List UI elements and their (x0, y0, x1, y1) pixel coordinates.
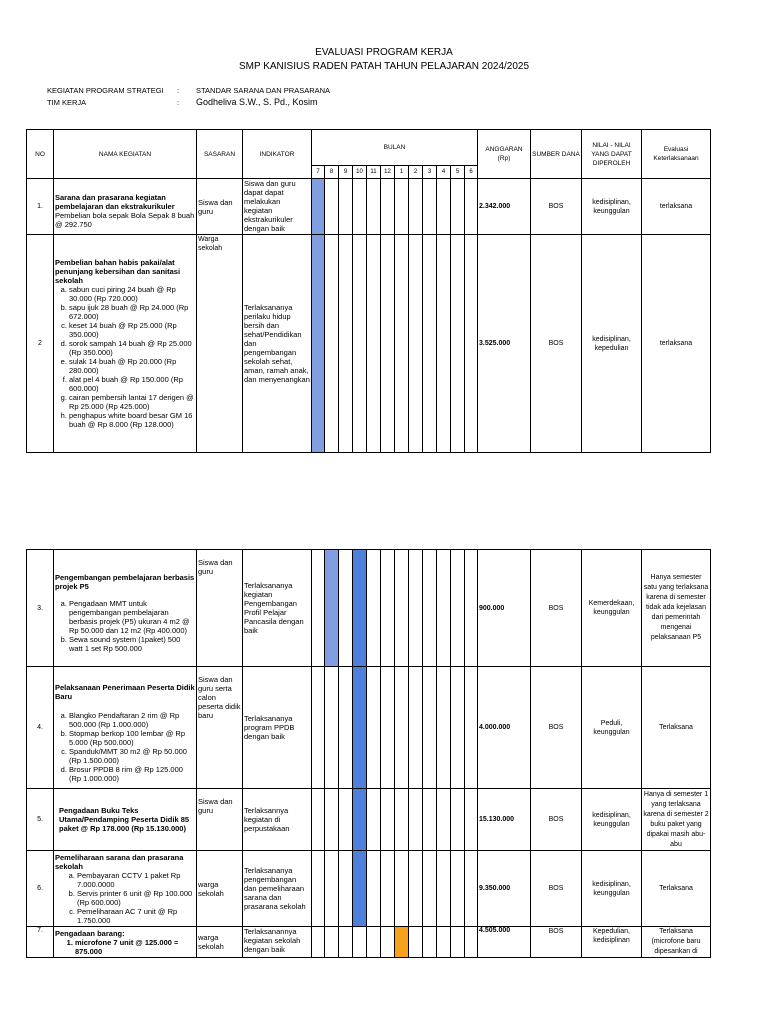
kegiatan-heading: Pengadaan Buku Teks Utama/Pendamping Peserta Didik 85 paket @ Rp 178.000 (Rp 15.130.000) (59, 806, 190, 833)
table-row (27, 927, 711, 958)
document-title-line2: SMP KANISIUS RADEN PATAH TAHUN PELAJARAN 2024/2025 (238, 61, 530, 72)
sumber-cell: BOS (531, 789, 582, 851)
tim-colon: : (177, 98, 180, 107)
month-bar-filled (353, 667, 367, 789)
kegiatan-label: KEGIATAN PROGRAM STRATEGI (47, 86, 164, 95)
kegiatan-cell (54, 927, 197, 958)
row-number: 7. (27, 927, 54, 958)
indikator-cell: Siswa dan guru dapat dapat melakukan kegiatan ekstrakurikuler dengan baik (243, 179, 312, 235)
sumber-cell: BOS (531, 550, 582, 667)
month-bar-filled (353, 550, 367, 667)
row-number: 4. (27, 667, 54, 789)
kegiatan-heading: Pengembangan pembelajaran berbasis projek P5 (55, 572, 195, 591)
kegiatan-cell (54, 667, 197, 789)
nilai-cell: kedisiplinan, keunggulan (582, 179, 642, 235)
kegiatan-heading: Pembelian bahan habis pakai/alat penunjang kebersihan dan sanitasi sekolah (55, 258, 181, 285)
col-header-sumber: SUMBER DANA (531, 130, 582, 179)
month-bar-filled (353, 789, 367, 851)
col-header-anggaran: ANGGARAN (Rp) (478, 130, 531, 179)
kegiatan-heading: Pelaksanaan Penerimaan Peserta Didik Baru (55, 682, 195, 701)
evaluasi-cell: Hanya semester satu yang terlaksana karena di semester tidak ada kejelasan dari pemerintah mengenai pelaksanaan P5 (642, 550, 711, 667)
sasaran-cell: Warga sekolah (197, 235, 243, 453)
list-item: a. Pengadaan MMT untuk pengembangan pembelajaran berbasis projek (P5) ukuran 4 m2 @ Rp 50.000 dan 12 m2 (Rp 400.000) (69, 599, 195, 635)
list-item: a. sabun cuci piring 24 buah @ Rp 30.000 (Rp 720.000) (69, 285, 195, 303)
kegiatan-body: Pembelian bola sepak Bola Sepak 8 buah @ 292.750 (55, 210, 195, 229)
nilai-cell: kedisiplinan, keunggulan (582, 789, 642, 851)
indikator-cell: Terlaksananya kegiatan Pengembangan Profil Pelajar Pancasila dengan baik (243, 550, 312, 667)
kegiatan-cell (54, 851, 197, 927)
list-item: 1. microfone 7 unit @ 125.000 = 875.000 (75, 938, 195, 956)
list-item: b. Stopmap berkop 100 lembar @ Rp 5.000 (Rp 500.000) (69, 729, 195, 747)
sumber-cell: BOS (531, 851, 582, 927)
evaluasi-cell: Terlaksana (642, 851, 711, 927)
anggaran-cell: 4.505.000 (478, 927, 531, 958)
list-item: e. sulak 14 buah @ Rp 20.000 (Rp 280.000) (69, 357, 195, 375)
sumber-cell: BOS (531, 235, 582, 453)
indikator-cell: Terlaksananya pengembangan dan pemeliharaan sarana dan prasarana sekolah (243, 851, 312, 927)
kegiatan-colon: : (177, 86, 180, 95)
program-table-part2 (26, 549, 711, 958)
nilai-cell: Peduli, keunggulan (582, 667, 642, 789)
month-bar-filled (353, 851, 367, 927)
anggaran-cell: 900.000 (478, 550, 531, 667)
table-row (27, 667, 711, 789)
month-header: 4 (437, 166, 451, 179)
col-header-evaluasi: Evaluasi Keterlaksanaan (642, 130, 711, 179)
month-header: 1 (395, 166, 409, 179)
sasaran-cell: Siswa dan guru (197, 179, 243, 235)
nilai-cell: kedisiplinan, keunggulan (582, 851, 642, 927)
list-item: a. Pembayaran CCTV 1 paket Rp 7.000.0000 (77, 871, 195, 889)
table-row (27, 235, 711, 453)
evaluasi-cell: Terlaksana (microfone baru dipesankan di (642, 927, 711, 958)
kegiatan-cell (54, 179, 197, 235)
tim-value: Godheliva S.W., S. Pd., Kosim (196, 97, 318, 107)
list-item: c. Pemeliharaan AC 7 unit @ Rp 1.750.000 (77, 907, 195, 925)
list-item: b. Servis printer 6 unit @ Rp 100.000 (Rp 600.000) (77, 889, 195, 907)
nilai-cell: Kemerdekaan, keunggulan (582, 550, 642, 667)
row-number: 1. (27, 179, 54, 235)
sasaran-cell: Siswa dan guru (197, 550, 243, 667)
indikator-cell: Terlaksannya kegiatan di perpustakaan (243, 789, 312, 851)
list-item: h. penghapus white board besar GM 16 buah @ Rp 8.000 (Rp 128.000) (69, 411, 195, 429)
program-table-part1 (26, 129, 711, 453)
row-number: 6. (27, 851, 54, 927)
month-header: 2 (409, 166, 423, 179)
indikator-cell: Terlaksananya program PPDB dengan baik (243, 667, 312, 789)
month-header: 12 (381, 166, 395, 179)
row-number: 2 (27, 235, 54, 453)
col-header-nilai: NILAI - NILAI YANG DAPAT DIPEROLEH (582, 130, 642, 179)
month-header: 7 (312, 166, 325, 179)
document-title-line1: EVALUASI PROGRAM KERJA (315, 47, 453, 58)
row-number: 5. (27, 789, 54, 851)
kegiatan-item-list (55, 871, 195, 925)
kegiatan-heading: Pengadaan barang: (55, 928, 125, 938)
anggaran-cell: 3.525.000 (478, 235, 531, 453)
col-header-bulan: BULAN (312, 130, 478, 166)
row-number: 3. (27, 550, 54, 667)
evaluasi-cell: terlaksana (642, 179, 711, 235)
kegiatan-heading: Sarana dan prasarana kegiatan pembelajaran dan ekstrakurikuler (55, 192, 175, 211)
evaluasi-cell: Hanya di semester 1 yang terlaksana karena di semester 2 buku paket yang dipakai masih abu-abu (642, 789, 711, 851)
sumber-cell: BOS (531, 179, 582, 235)
col-header-sasaran: SASARAN (197, 130, 243, 179)
evaluasi-cell: Terlaksana (642, 667, 711, 789)
table-row (27, 851, 711, 927)
table-row (27, 789, 711, 851)
kegiatan-cell (54, 235, 197, 453)
nilai-cell: kedisiplinan, kepedulian (582, 235, 642, 453)
month-bar-filled (312, 179, 325, 235)
sasaran-cell: warga sekolah (197, 927, 243, 958)
sasaran-cell: warga sekolah (197, 851, 243, 927)
month-header: 10 (353, 166, 367, 179)
evaluasi-cell: terlaksana (642, 235, 711, 453)
table-row (27, 179, 711, 235)
col-header-no: NO (27, 130, 54, 179)
anggaran-cell: 9.350.000 (478, 851, 531, 927)
anggaran-cell: 4.000.000 (478, 667, 531, 789)
kegiatan-cell (54, 550, 197, 667)
list-item: c. Spanduk/MMT 30 m2 @ Rp 50.000 (Rp 1.500.000) (69, 747, 195, 765)
col-header-nama: NAMA KEGIATAN (54, 130, 197, 179)
list-item: a. Blangko Pendaftaran 2 rim @ Rp 500.000 (Rp 1.000.000) (69, 711, 195, 729)
kegiatan-item-list (55, 938, 195, 956)
kegiatan-item-list (55, 711, 195, 783)
month-header: 11 (367, 166, 381, 179)
anggaran-cell: 2.342.000 (478, 179, 531, 235)
list-item: d. Brosur PPDB 8 rim @ Rp 125.000 (Rp 1.000.000) (69, 765, 195, 783)
list-item: f. alat pel 4 buah @ Rp 150.000 (Rp 600.000) (69, 375, 195, 393)
month-bar-filled (312, 235, 325, 453)
month-bar-filled (395, 927, 409, 958)
kegiatan-heading: Pemeliharaan sarana dan prasarana sekolah (55, 852, 184, 871)
tim-label: TIM KERJA (47, 98, 87, 107)
month-header: 3 (423, 166, 437, 179)
sumber-cell: BOS (531, 927, 582, 958)
list-item: g. cairan pembersih lantai 17 derigen @ Rp 25.000 (Rp 425.000) (69, 393, 195, 411)
month-header: 6 (465, 166, 478, 179)
month-header: 5 (451, 166, 465, 179)
anggaran-cell: 15.130.000 (478, 789, 531, 851)
indikator-cell: Terlaksananya perilaku hidup bersih dan sehat/Pendidikan dan pengembangan sekolah sehat, aman, ramah anak, dan menyenangkan (243, 235, 312, 453)
sasaran-cell: Siswa dan guru serta calon peserta didik baru (197, 667, 243, 789)
nilai-cell: Kepedulian, kedisiplinan (582, 927, 642, 958)
indikator-cell: Terlaksanannya kegiatan sekolah dengan baik (243, 927, 312, 958)
table-row (27, 550, 711, 667)
sasaran-cell: Siswa dan guru (197, 789, 243, 851)
list-item: d. sorok sampah 14 buah @ Rp 25.000 (Rp 350.000) (69, 339, 195, 357)
month-bar-filled (325, 550, 339, 667)
list-item: b. sapu ijuk 28 buah @ Rp 24.000 (Rp 672.000) (69, 303, 195, 321)
kegiatan-value: STANDAR SARANA DAN PRASARANA (196, 86, 331, 95)
sumber-cell: BOS (531, 667, 582, 789)
kegiatan-item-list (55, 285, 195, 429)
month-header: 8 (325, 166, 339, 179)
col-header-indikator: INDIKATOR (243, 130, 312, 179)
list-item: c. keset 14 buah @ Rp 25.000 (Rp 350.000) (69, 321, 195, 339)
month-header: 9 (339, 166, 353, 179)
kegiatan-item-list (55, 599, 195, 653)
kegiatan-cell (54, 789, 197, 851)
list-item: b. Sewa sound system (1paket) 500 watt 1 set Rp 500.000 (69, 635, 195, 653)
